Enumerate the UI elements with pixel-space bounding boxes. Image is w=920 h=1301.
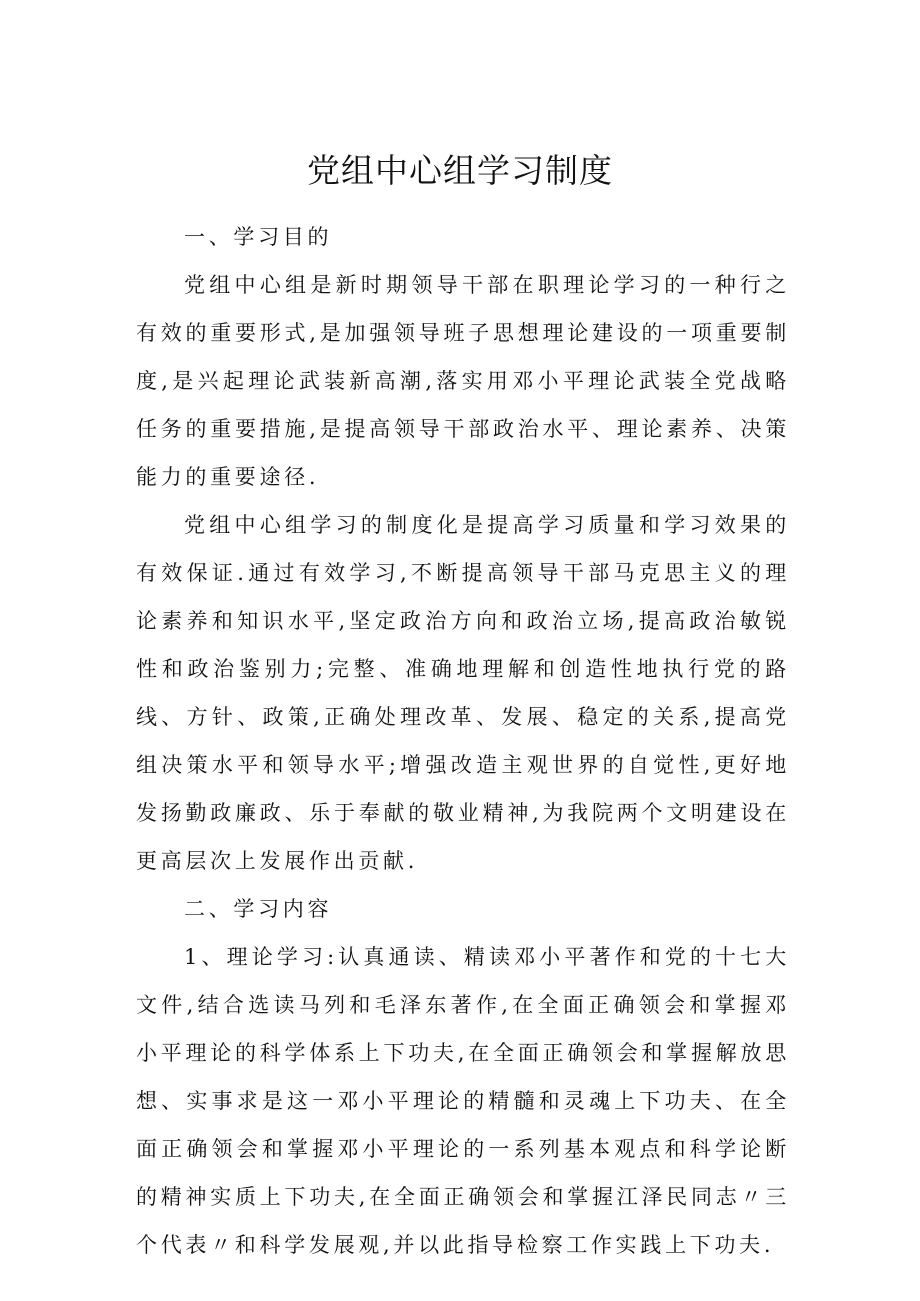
paragraph-purpose-1: 党组中心组是新时期领导干部在职理论学习的一种行之有效的重要形式,是加强领导班子思想理论建设的一项重要制度,是兴起理论武装新高潮,落实用邓小平理论武装全党战略任务的重要措施,是提高领导干部政治水平、理论素养、决策能力的重要途径.	[136, 273, 790, 489]
document-body	[136, 213, 790, 1269]
paragraph-purpose-2: 党组中心组学习的制度化是提高学习质量和学习效果的有效保证.通过有效学习,不断提高领导干部马克思主义的理论素养和知识水平,坚定政治方向和政治立场,提高政治敏锐性和政治鉴别力;完整、准确地理解和创造性地执行党的路线、方针、政策,正确处理改革、发展、稳定的关系,提高党组决策水平和领导水平;增强改造主观世界的自觉性,更好地发扬勤政廉政、乐于奉献的敬业精神,为我院两个文明建设在更高层次上发展作出贡献.	[136, 513, 790, 873]
document-title: 党组中心组学习制度	[307, 151, 613, 190]
section-heading-purpose: 一、学习目的	[184, 225, 333, 249]
paragraph-content-1: 1、理论学习:认真通读、精读邓小平著作和党的十七大文件,结合选读马列和毛泽东著作,在全面正确领会和掌握邓小平理论的科学体系上下功夫,在全面正确领会和掌握解放思想、实事求是这一邓小平理论的精髓和灵魂上下功夫、在全面正确领会和掌握邓小平理论的一系列基本观点和科学论断的精神实质上下功夫,在全面正确领会和掌握江泽民同志〃三个代表〃和科学发展观,并以此指导检察工作实践上下功夫.	[136, 945, 790, 1257]
section-heading-content: 二、学习内容	[184, 897, 333, 921]
